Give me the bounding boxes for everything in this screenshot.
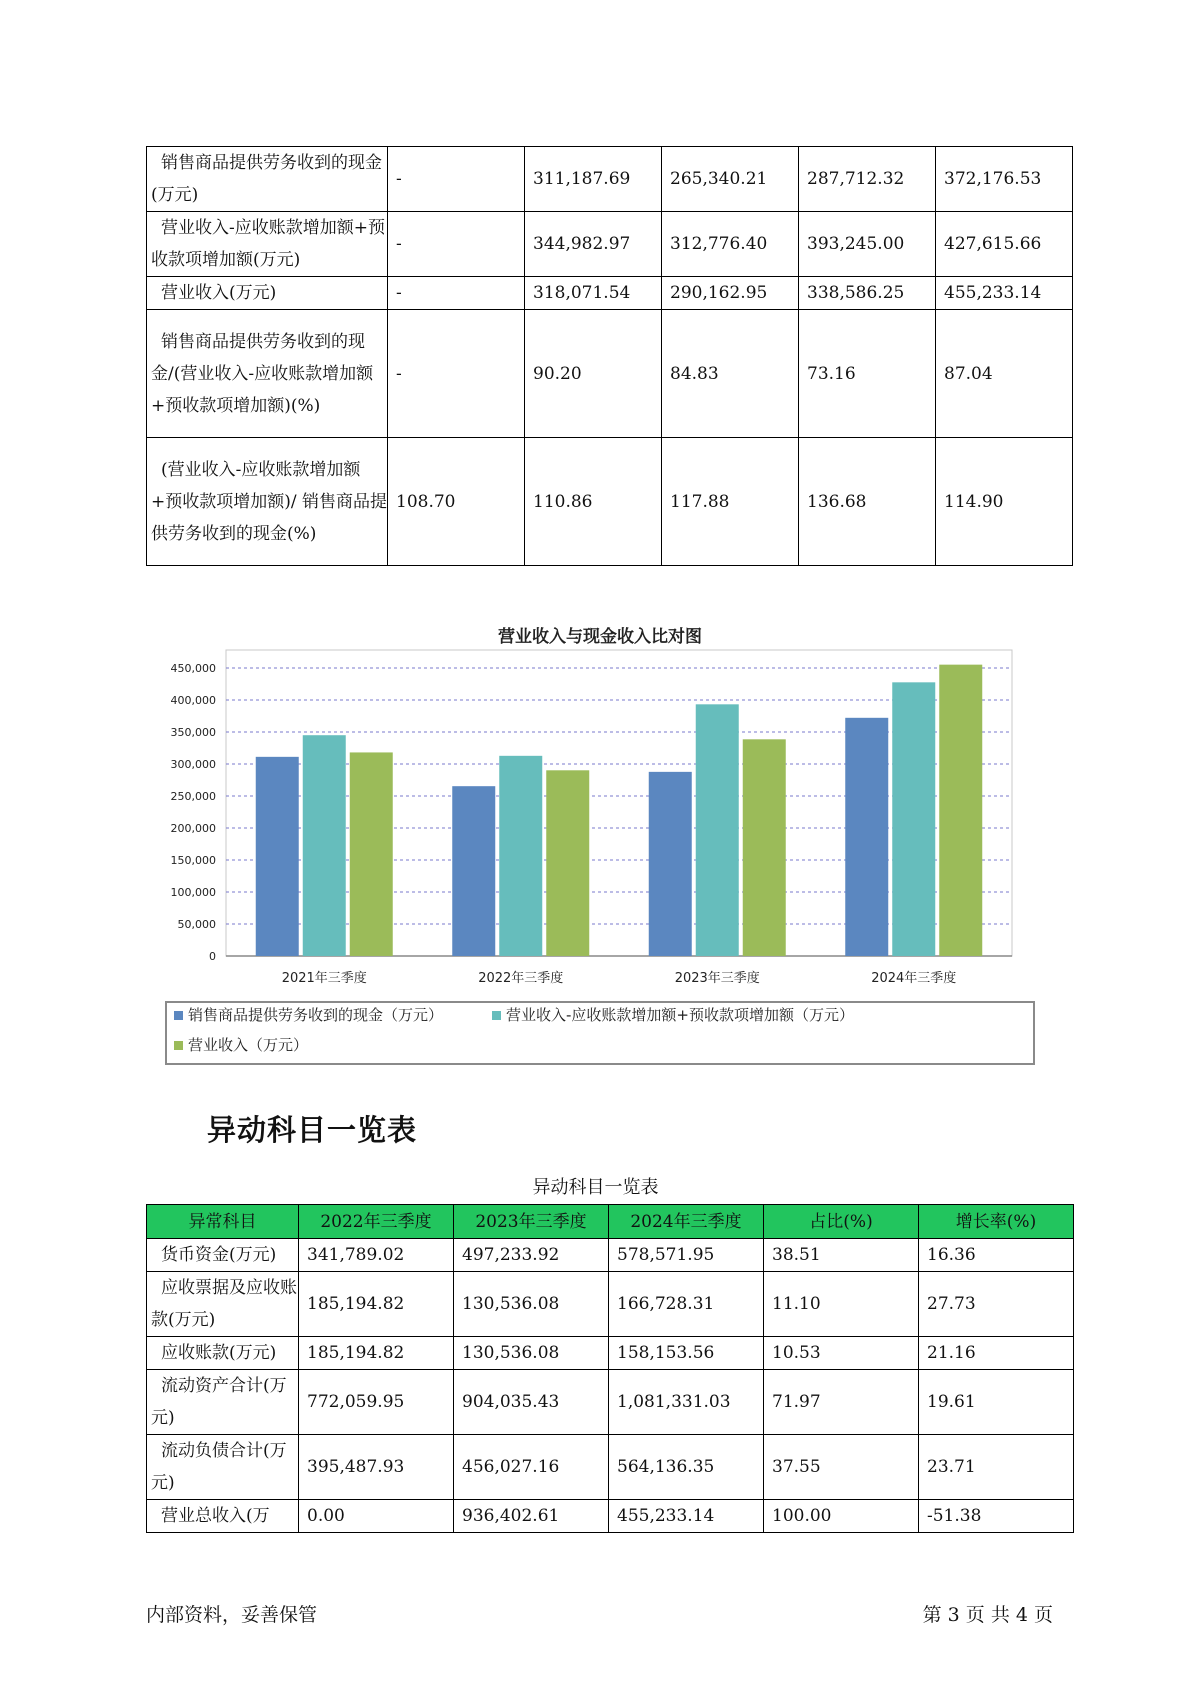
table-cell: 38.51 xyxy=(764,1239,919,1272)
table-row xyxy=(147,1435,1074,1500)
table-cell: 100.00 xyxy=(764,1500,919,1533)
table-cell: 1,081,331.03 xyxy=(609,1370,764,1435)
x-tick-label: 2023年三季度 xyxy=(674,971,760,986)
table-row xyxy=(147,1370,1074,1435)
table-cell: 90.20 xyxy=(525,310,662,438)
column-header: 2022年三季度 xyxy=(299,1205,454,1239)
table-caption: 异动科目一览表 xyxy=(532,1177,659,1198)
legend-swatch xyxy=(492,1011,501,1020)
table-cell: 21.16 xyxy=(919,1337,1074,1370)
y-tick-label: 250,000 xyxy=(170,790,216,803)
row-label: 营业收入-应收账款增加额+预收款项增加额(万元) xyxy=(147,212,388,277)
table-cell: 265,340.21 xyxy=(662,147,799,212)
table-row xyxy=(147,212,1073,277)
y-tick-label: 350,000 xyxy=(170,726,216,739)
table-cell: 158,153.56 xyxy=(609,1337,764,1370)
row-label: 营业总收入(万 xyxy=(147,1500,299,1533)
table-cell: 338,586.25 xyxy=(799,277,936,310)
column-header: 占比(%) xyxy=(764,1205,919,1239)
chart-title: 营业收入与现金收入比对图 xyxy=(498,627,702,647)
table-cell: 393,245.00 xyxy=(799,212,936,277)
cash-revenue-table xyxy=(146,146,1073,566)
bar xyxy=(256,757,299,956)
table-row xyxy=(147,1239,1074,1272)
table-cell: 117.88 xyxy=(662,438,799,566)
y-tick-label: 300,000 xyxy=(170,758,216,771)
table-cell: 114.90 xyxy=(936,438,1073,566)
table-cell: 395,487.93 xyxy=(299,1435,454,1500)
table-cell: - xyxy=(388,212,525,277)
legend-label: 营业收入（万元） xyxy=(188,1036,309,1054)
table-cell: 185,194.82 xyxy=(299,1337,454,1370)
bar xyxy=(939,665,982,956)
table-row xyxy=(147,1500,1074,1533)
table-cell: 16.36 xyxy=(919,1239,1074,1272)
table-cell: 23.71 xyxy=(919,1435,1074,1500)
table-cell: 287,712.32 xyxy=(799,147,936,212)
revenue-cash-comparison-chart xyxy=(140,620,1060,1090)
table-cell: 37.55 xyxy=(764,1435,919,1500)
table-cell: - xyxy=(388,310,525,438)
bar xyxy=(845,718,888,956)
table-cell: 564,136.35 xyxy=(609,1435,764,1500)
row-label: (营业收入-应收账款增加额+预收款项增加额)/ 销售商品提供劳务收到的现金(%) xyxy=(147,438,388,566)
row-label: 流动资产合计(万元) xyxy=(147,1370,299,1435)
table-row xyxy=(147,1272,1074,1337)
table-cell: 455,233.14 xyxy=(609,1500,764,1533)
table-row xyxy=(147,1337,1074,1370)
row-label: 货币资金(万元) xyxy=(147,1239,299,1272)
table-cell: 0.00 xyxy=(299,1500,454,1533)
y-tick-label: 100,000 xyxy=(170,886,216,899)
footer-note: 内部资料，妥善保管 xyxy=(146,1604,318,1626)
table-cell: 84.83 xyxy=(662,310,799,438)
y-tick-label: 400,000 xyxy=(170,694,216,707)
table-cell: 290,162.95 xyxy=(662,277,799,310)
table-cell: 312,776.40 xyxy=(662,212,799,277)
section-title: 异动科目一览表 xyxy=(207,1113,418,1147)
table-cell: 318,071.54 xyxy=(525,277,662,310)
bar xyxy=(696,704,739,956)
x-tick-label: 2024年三季度 xyxy=(871,971,957,986)
row-label: 流动负债合计(万元) xyxy=(147,1435,299,1500)
table-cell: 27.73 xyxy=(919,1272,1074,1337)
bar xyxy=(303,735,346,956)
bar xyxy=(892,682,935,956)
table-cell: 71.97 xyxy=(764,1370,919,1435)
table-cell: 578,571.95 xyxy=(609,1239,764,1272)
column-header: 异常科目 xyxy=(147,1205,299,1239)
table-cell: 136.68 xyxy=(799,438,936,566)
bar xyxy=(452,786,495,956)
table-cell: 427,615.66 xyxy=(936,212,1073,277)
abnormal-items-table xyxy=(146,1204,1074,1533)
legend-swatch xyxy=(174,1011,183,1020)
y-tick-label: 200,000 xyxy=(170,822,216,835)
column-header: 2023年三季度 xyxy=(454,1205,609,1239)
column-header: 2024年三季度 xyxy=(609,1205,764,1239)
table-cell: 311,187.69 xyxy=(525,147,662,212)
table-row xyxy=(147,438,1073,566)
row-label: 销售商品提供劳务收到的现金(万元) xyxy=(147,147,388,212)
x-tick-label: 2021年三季度 xyxy=(281,971,367,986)
legend-swatch xyxy=(174,1041,183,1050)
table-cell: 344,982.97 xyxy=(525,212,662,277)
bar xyxy=(546,770,589,956)
y-tick-label: 0 xyxy=(209,950,216,963)
table-cell: - xyxy=(388,277,525,310)
table-cell: 73.16 xyxy=(799,310,936,438)
table-cell: -51.38 xyxy=(919,1500,1074,1533)
bar xyxy=(499,756,542,956)
table-cell: 936,402.61 xyxy=(454,1500,609,1533)
table-cell: 166,728.31 xyxy=(609,1272,764,1337)
table-cell: 372,176.53 xyxy=(936,147,1073,212)
table-cell: 341,789.02 xyxy=(299,1239,454,1272)
table-cell: 772,059.95 xyxy=(299,1370,454,1435)
table-cell: 11.10 xyxy=(764,1272,919,1337)
table-row xyxy=(147,147,1073,212)
page-number: 第 3 页 共 4 页 xyxy=(922,1604,1053,1626)
column-header: 增长率(%) xyxy=(919,1205,1074,1239)
y-tick-label: 450,000 xyxy=(170,662,216,675)
table-row xyxy=(147,277,1073,310)
row-label: 应收账款(万元) xyxy=(147,1337,299,1370)
legend-label: 营业收入-应收账款增加额+预收款项增加额（万元） xyxy=(506,1006,854,1024)
table-cell: 185,194.82 xyxy=(299,1272,454,1337)
y-tick-label: 150,000 xyxy=(170,854,216,867)
table-header-row xyxy=(147,1205,1074,1239)
bar xyxy=(743,739,786,956)
bar xyxy=(350,752,393,956)
table-cell: 455,233.14 xyxy=(936,277,1073,310)
legend-label: 销售商品提供劳务收到的现金（万元） xyxy=(188,1006,444,1024)
table-cell: 110.86 xyxy=(525,438,662,566)
table-cell: - xyxy=(388,147,525,212)
row-label: 应收票据及应收账款(万元) xyxy=(147,1272,299,1337)
row-label: 销售商品提供劳务收到的现金/(营业收入-应收账款增加额+预收款项增加额)(%) xyxy=(147,310,388,438)
row-label: 营业收入(万元) xyxy=(147,277,388,310)
y-tick-label: 50,000 xyxy=(177,918,216,931)
table-cell: 497,233.92 xyxy=(454,1239,609,1272)
table-cell: 130,536.08 xyxy=(454,1337,609,1370)
table-cell: 904,035.43 xyxy=(454,1370,609,1435)
table-cell: 87.04 xyxy=(936,310,1073,438)
table-cell: 456,027.16 xyxy=(454,1435,609,1500)
table-cell: 10.53 xyxy=(764,1337,919,1370)
table-cell: 19.61 xyxy=(919,1370,1074,1435)
x-tick-label: 2022年三季度 xyxy=(478,971,564,986)
bar xyxy=(649,772,692,956)
table-cell: 108.70 xyxy=(388,438,525,566)
table-cell: 130,536.08 xyxy=(454,1272,609,1337)
table-row xyxy=(147,310,1073,438)
